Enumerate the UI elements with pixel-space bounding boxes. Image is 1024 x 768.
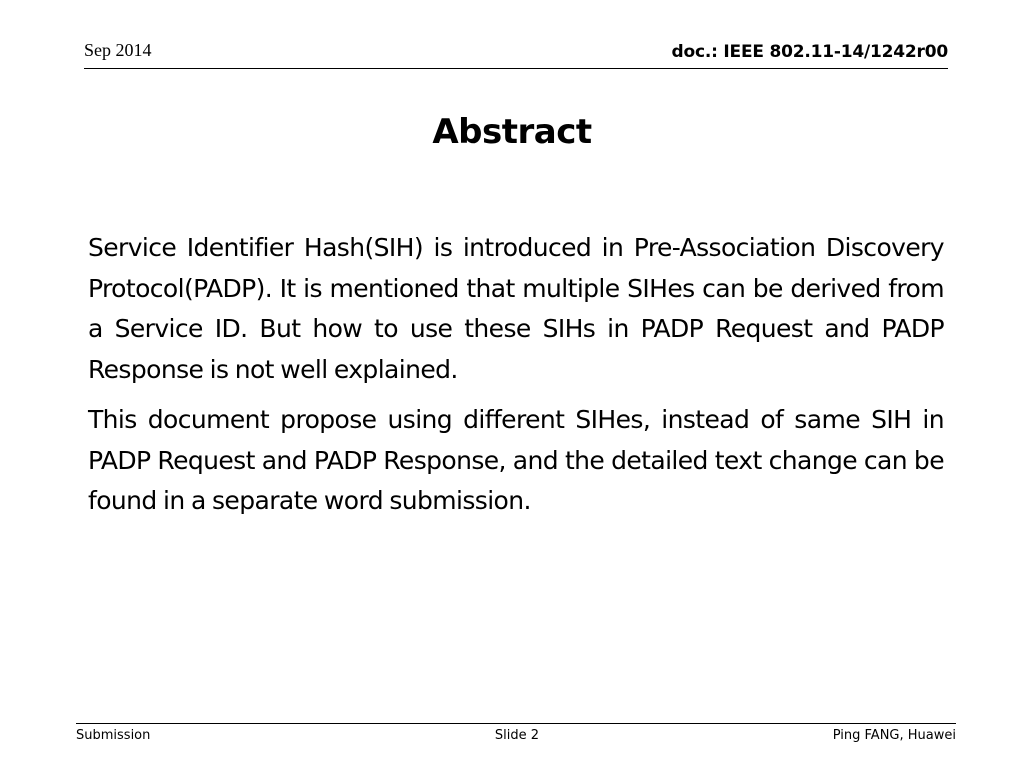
header-divider <box>84 68 948 69</box>
footer-divider <box>76 723 956 724</box>
body-paragraph-2: This document propose using different SIHes, instead of same SIH in PADP Request and PADP Response, and the detailed text change can be found in a separate word submission. <box>88 405 944 515</box>
slide-title: Abstract <box>432 112 592 152</box>
document-id: doc.: IEEE 802.11-14/1242r00 <box>671 42 948 62</box>
header-date: Sep 2014 <box>84 40 152 60</box>
footer-author: Ping FANG, Huawei <box>832 728 956 743</box>
slide-body <box>88 228 944 532</box>
footer-submission: Submission <box>76 728 151 743</box>
slide-number: Slide 2 <box>494 728 540 743</box>
body-paragraph-1: Service Identifier Hash(SIH) is introduced in Pre-Association Discovery Protocol(PADP). It is mentioned that multiple SIHes can be derived from a Service ID. But how to use these SIHs in PADP Request and PADP Response is not well explained. <box>88 233 944 384</box>
